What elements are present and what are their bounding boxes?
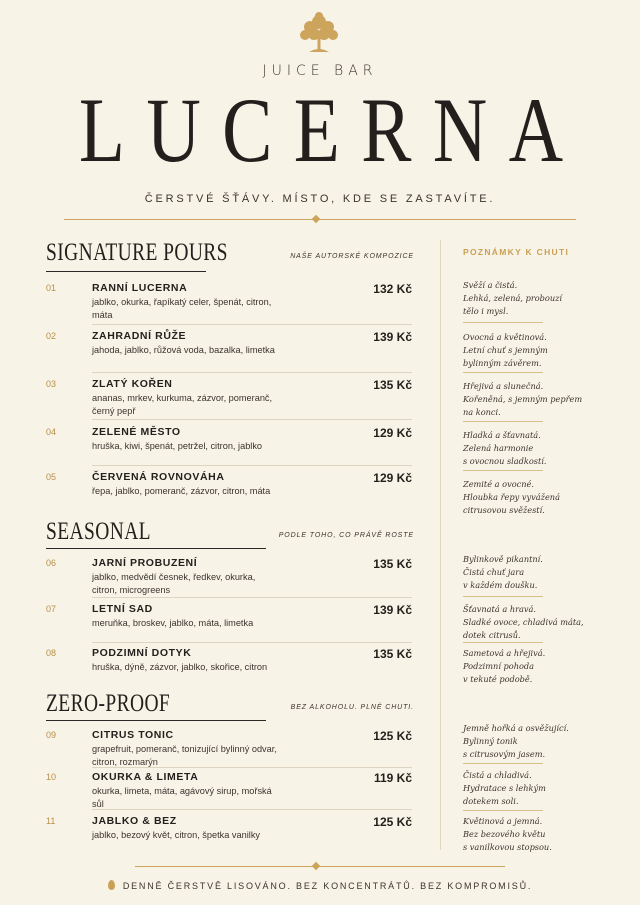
tasting-note: Šťavnatá a hravá. Sladké ovoce, chladivá máta, dotek citrusů. [463,604,584,640]
item-price: 129 Kč [373,471,412,485]
tasting-note: Sametová a hřejivá. Podzimní pohoda v tekuté podobě. [463,648,546,684]
item-number: 01 [46,283,57,293]
section-underline [46,720,266,721]
note-divider [463,596,543,597]
item-name: PODZIMNÍ DOTYK [92,647,192,659]
item-number: 11 [46,816,56,826]
item-price: 129 Kč [373,426,412,440]
header-diamond [312,215,320,223]
note-divider [463,763,543,764]
section-note-zero-proof: BEZ ALKOHOLU. PLNÉ CHUTI. [290,704,414,711]
item-price: 139 Kč [373,330,412,344]
item-description: okurka, limeta, máta, agávový sirup, mořská sůl [92,786,272,809]
footer-diamond [312,862,320,870]
item-name: RANNÍ LUCERNA [92,282,188,294]
tasting-note: Čistá a chladivá. Hydratace s lehkým dotekem soli. [463,770,546,806]
section-underline [46,548,266,549]
item-price: 135 Kč [373,557,412,571]
item-description: hruška, kiwi, špenát, petržel, citron, jablko [92,441,263,451]
drop-icon [108,880,115,890]
item-number: 06 [46,558,57,568]
note-divider [463,322,543,323]
note-divider [463,642,543,643]
brand-title: LUCERNA [78,79,585,181]
tasting-note: Bylinkově pikantní. Čistá chuť jara v každém doušku. [463,554,543,590]
tree-icon [291,10,347,60]
item-name: JARNÍ PROBUZENÍ [92,557,198,569]
tasting-note: Svěží a čistá. Lehká, zelená, probouzí tělo i mysl. [463,280,563,316]
footer-slogan: DENNĚ ČERSTVĚ LISOVÁNO. BEZ KONCENTRÁTŮ. BEZ KOMPROMISŮ. [122,881,533,891]
tagline: ČERSTVÉ ŠŤÁVY. MÍSTO, KDE SE ZASTAVÍTE. [144,193,496,205]
tasting-note: Hřejivá a slunečná. Kořeněná, s jemným pepřem na konci. [463,381,583,417]
section-title-signature: SIGNATURE POURS [46,239,228,266]
note-divider [463,421,543,422]
item-price: 135 Kč [373,647,412,661]
item-price: 132 Kč [373,282,412,296]
item-price: 125 Kč [373,815,412,829]
item-number: 05 [46,472,57,482]
item-price: 135 Kč [373,378,412,392]
section-title-zero-proof: ZERO-PROOF [46,690,171,717]
kicker-text: JUICE BAR [262,63,378,79]
item-price: 119 Kč [373,771,412,785]
item-description: jablko, medvědí česnek, ředkev, okurka, citron, microgreens [92,572,256,595]
tasting-note: Zemité a ovocné. Hloubka řepy vyvážená citrusovou svěžestí. [463,479,560,515]
item-description: ananas, mrkev, kurkuma, zázvor, pomeranč, černý pepř [92,393,273,416]
item-price: 139 Kč [373,603,412,617]
tasting-note: Jemně hořká a osvěžující. Bylinný tonik s citrusovým jasem. [463,723,569,759]
item-divider [92,465,412,466]
note-divider [463,372,543,373]
item-number: 04 [46,427,57,437]
notes-heading: POZNÁMKY K CHUTI [463,247,570,257]
item-description: hruška, dýně, zázvor, jablko, skořice, citron [92,662,268,672]
item-description: meruňka, broskev, jablko, máta, limetka [92,618,254,628]
footer-text [0,880,640,891]
item-price: 125 Kč [373,729,412,743]
item-description: jahoda, jablko, růžová voda, bazalka, limetka [92,345,275,355]
item-description: jablko, okurka, řapíkatý celer, špenát, citron, máta [92,297,272,320]
item-name: ZELENÉ MĚSTO [92,426,181,438]
item-number: 07 [46,604,57,614]
item-name: ZAHRADNÍ RŮŽE [92,330,187,342]
section-note-seasonal: PODLE TOHO, CO PRÁVĚ ROSTE [278,532,414,539]
item-divider [92,809,412,810]
tasting-note: Květinová a jemná. Bez bezového květu s vanilkovou stopsou. [463,816,552,852]
item-number: 10 [46,772,57,782]
item-number: 02 [46,331,57,341]
item-name: JABLKO & BEZ [92,815,177,827]
item-number: 03 [46,379,57,389]
item-description: grapefruit, pomeranč, tonizující bylinný odvar, citron, rozmarýn [92,744,277,767]
item-divider [92,324,412,325]
item-name: LETNÍ SAD [92,603,153,615]
section-note-signature: NAŠE AUTORSKÉ KOMPOZICE [290,253,414,260]
item-number: 08 [46,648,57,658]
note-divider [463,470,543,471]
item-description: jablko, bezový květ, citron, špetka vanilky [92,830,261,840]
section-title-seasonal: SEASONAL [46,518,151,545]
item-name: OKURKA & LIMETA [92,771,199,783]
tasting-note: Ovocná a květinová. Letní chuť s jemným bylinným závěrem. [463,332,548,368]
tasting-note: Hladká a šťavnatá. Zelená harmonie s ovocnou sladkostí. [463,430,547,466]
item-description: řepa, jablko, pomeranč, zázvor, citron, máta [92,486,271,496]
section-underline [46,271,206,272]
item-divider [92,372,412,373]
item-number: 09 [46,730,57,740]
item-divider [92,597,412,598]
item-divider [92,419,412,420]
item-divider [92,767,412,768]
item-name: ČERVENÁ ROVNOVÁHA [92,471,225,483]
notes-divider [440,240,441,850]
item-name: CITRUS TONIC [92,729,174,741]
item-name: ZLATÝ KOŘEN [92,378,173,390]
item-divider [92,642,412,643]
note-divider [463,810,543,811]
